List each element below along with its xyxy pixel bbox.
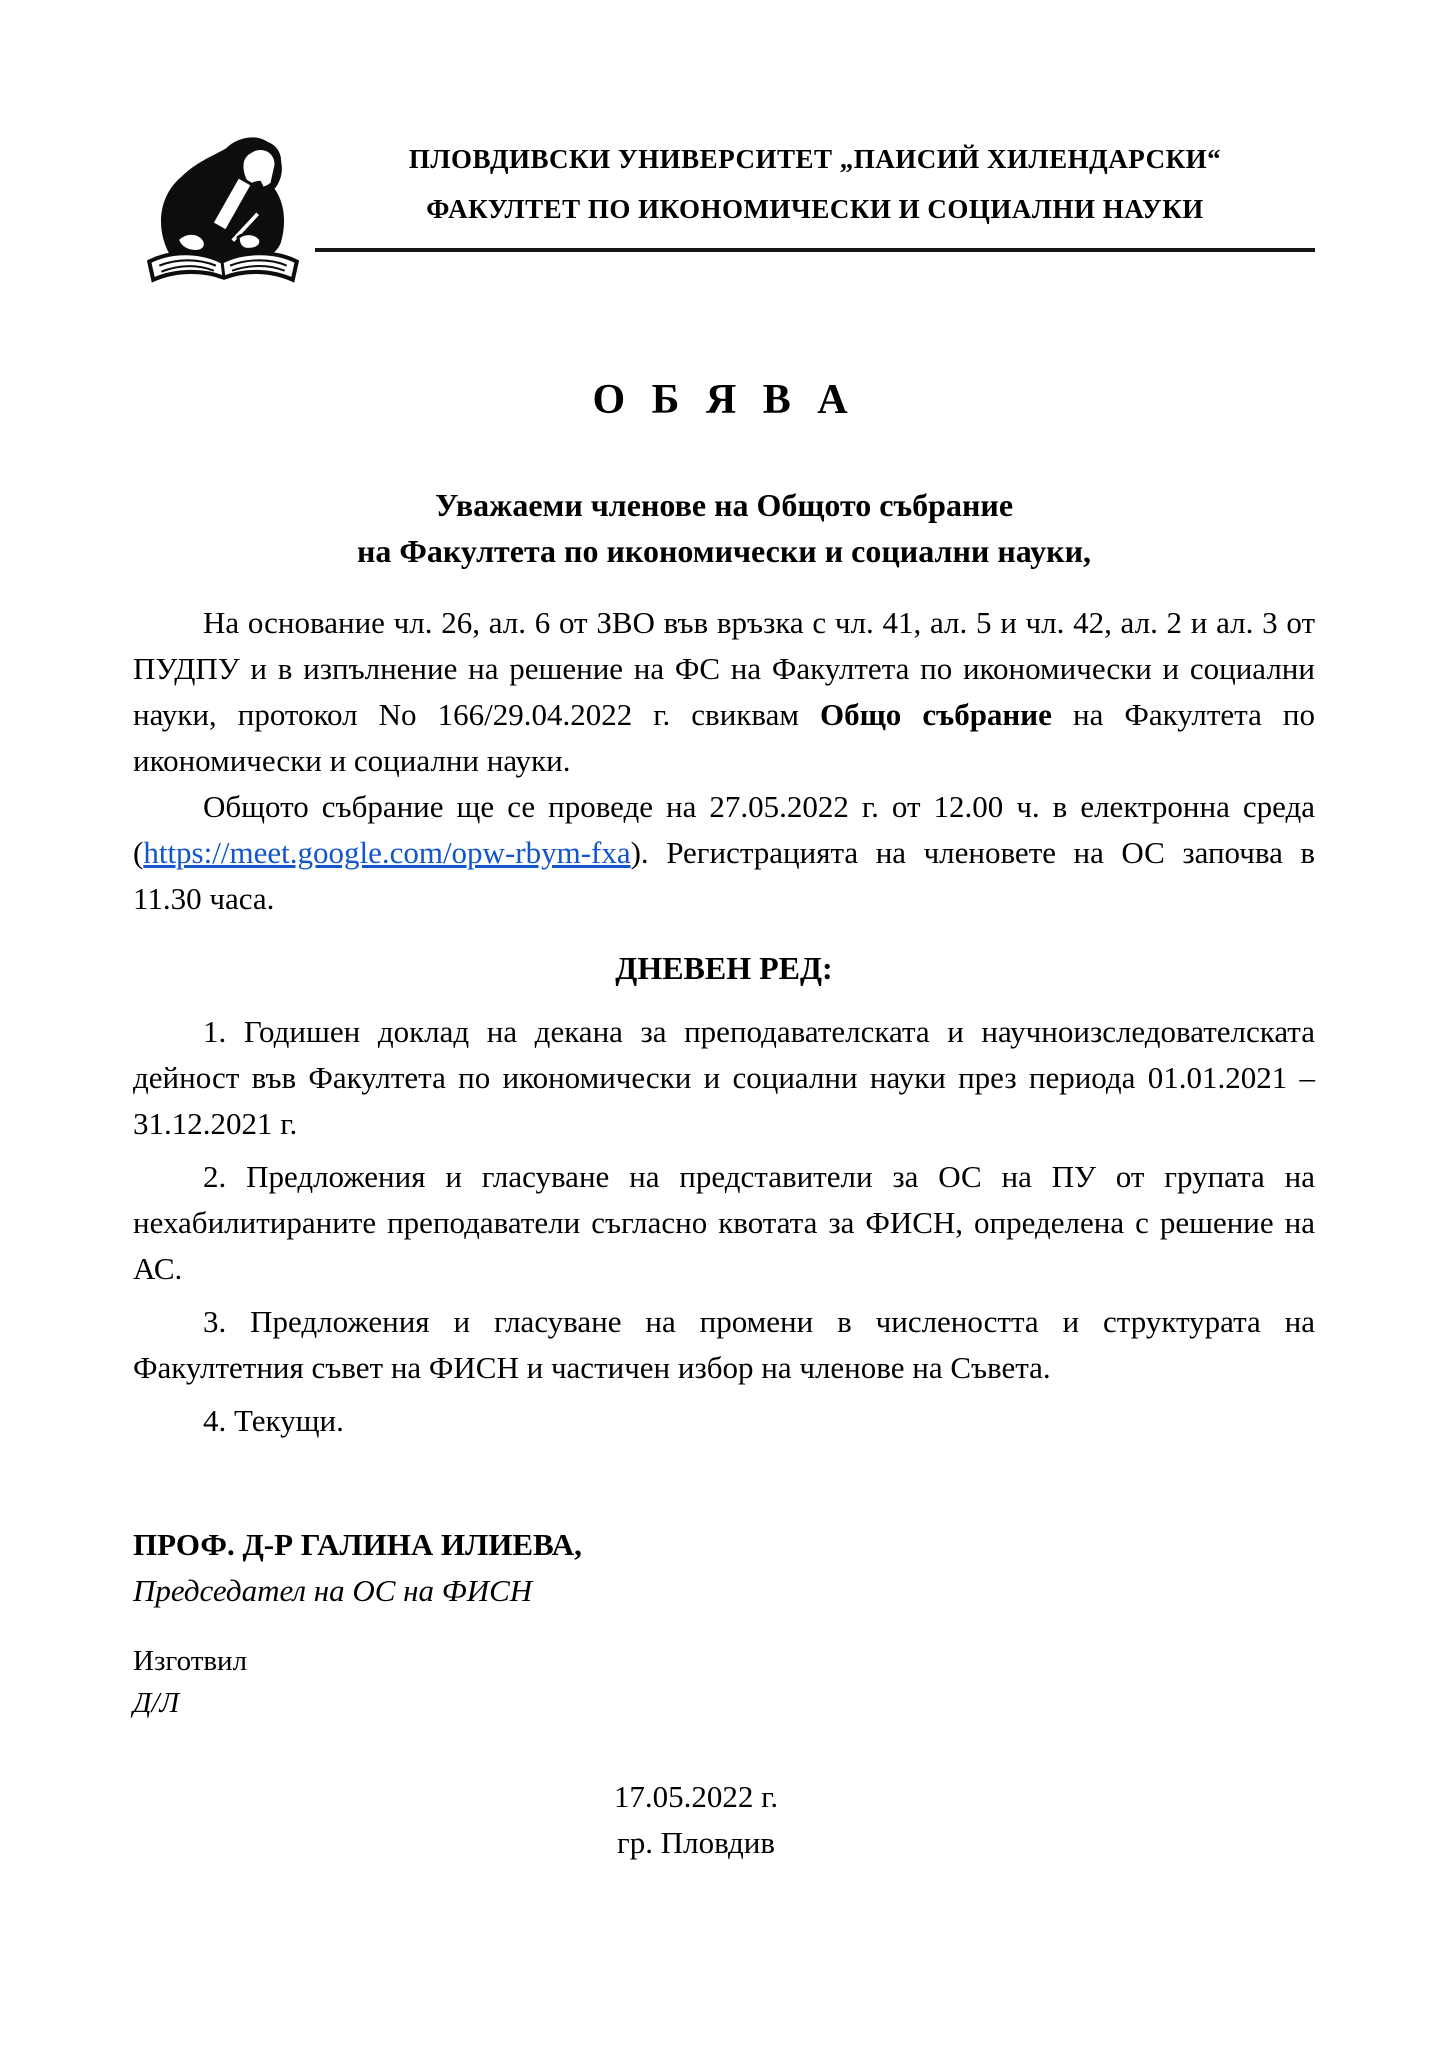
prepared-label: Изготвил	[133, 1645, 248, 1677]
document-content	[0, 376, 1448, 1866]
paragraph1-text: На основание чл. 26, ал. 6 от ЗВО във връзка с чл. 41, ал. 5 и чл. 42, ал. 2 и ал. 3 от ПУДПУ и в изпълнение на решение на ФС на Факултета по икономически и социални науки, протокол No 166/29.04.2022 г. свиквам	[133, 605, 1315, 732]
document-title: О Б Я В А	[592, 377, 856, 423]
document-date: 17.05.2022 г.	[613, 1779, 779, 1814]
agenda-item-3: 3. Предложения и гласуване на промени в числеността и структурата на Факултетния съвет на ФИСН и частичен избор на членове на Съвета.	[133, 1304, 1315, 1385]
monk-writing-icon	[133, 118, 315, 300]
paragraph1-text-after: на Факултета по икономически и социални науки.	[133, 697, 1316, 778]
university-name: ПЛОВДИВСКИ УНИВЕРСИТЕТ „ПАИСИЙ ХИЛЕНДАРСКИ“	[408, 144, 1222, 174]
paragraph1-bold-phrase: Общо събрание	[820, 697, 1052, 732]
agenda-item-1: 1. Годишен доклад на декана за преподавателската и научноизследователската дейност във Факултета по икономически и социални науки през периода 01.01.2021 – 31.12.2021 г.	[133, 1014, 1315, 1141]
university-header-text	[315, 112, 1315, 252]
university-logo	[133, 118, 315, 300]
agenda-heading: ДНЕВЕН РЕД:	[615, 950, 833, 986]
date-block	[105, 1774, 1287, 1866]
body-text	[133, 600, 1315, 922]
document-city: гр. Пловдив	[617, 1825, 775, 1860]
faculty-name: ФАКУЛТЕТ ПО ИКОНОМИЧЕСКИ И СОЦИАЛНИ НАУКИ	[426, 194, 1204, 224]
signatory-name: ПРОФ. Д-Р ГАЛИНА ИЛИЕВА,	[133, 1527, 582, 1562]
agenda-item-4: 4. Текущи.	[203, 1403, 344, 1438]
agenda-item-2: 2. Предложения и гласуване на представители за ОС на ПУ от групата на нехабилитираните преподаватели съгласно квотата за ФИСН, определена с решение на АС.	[133, 1159, 1315, 1286]
paragraph2-text-after: ). Регистрацията на членовете на ОС започва в 11.30 часа.	[133, 835, 1315, 916]
salutation-line-1: Уважаеми членове на Общото събрание	[434, 487, 1014, 523]
prepared-by-initials: Д/Л	[133, 1687, 180, 1719]
paragraph-legal-basis	[133, 600, 1315, 784]
paragraph2-text: Общото събрание ще се проведе на 27.05.2022 г. от 12.00 ч. в електронна среда (	[133, 789, 1315, 870]
prepared-block	[133, 1640, 1315, 1724]
agenda-list	[133, 1009, 1315, 1444]
meeting-link[interactable]: https://meet.google.com/opw-rbym-fxa	[143, 835, 631, 870]
paragraph-meeting-details	[133, 784, 1315, 922]
signatory-role: Председател на ОС на ФИСН	[133, 1573, 533, 1608]
signature-block	[133, 1522, 1315, 1724]
document-header	[133, 0, 1315, 300]
salutation-line-2: на Факултета по икономически и социални науки,	[356, 533, 1092, 569]
salutation	[133, 482, 1315, 574]
